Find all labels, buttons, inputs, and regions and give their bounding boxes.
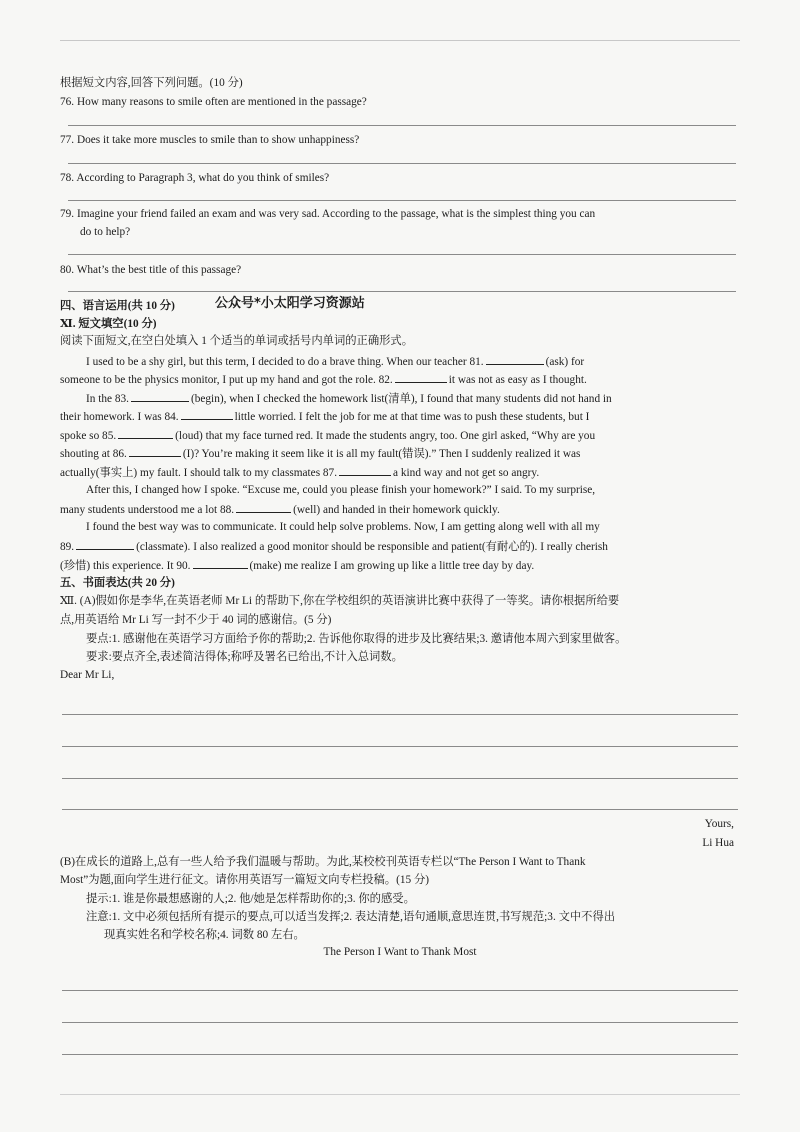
passage-line-12 bbox=[60, 557, 534, 573]
question-77: 77. Does it take more muscles to smile than to show unhappiness? bbox=[60, 134, 360, 146]
answer-line-80[interactable] bbox=[68, 291, 736, 292]
task-a-line-1: Ⅻ. (A)假如你是李华,在英语老师 Mr Li 的帮助下,你在学校组织的英语演讲比赛中获得了一等奖。请你根据所给要 bbox=[60, 595, 620, 607]
letter-greeting: Dear Mr Li, bbox=[60, 669, 115, 681]
passage-text: shouting at 86. bbox=[60, 448, 127, 460]
section-xi-instruction: 阅读下面短文,在空白处填入 1 个适当的单词或括号内单词的正确形式。 bbox=[60, 335, 414, 347]
passage-text: (珍惜) this experience. It 90. bbox=[60, 560, 191, 572]
passage-line-11 bbox=[60, 538, 608, 554]
blank-83[interactable] bbox=[131, 390, 189, 402]
blank-88[interactable] bbox=[236, 501, 291, 513]
passage-text: (loud) that my face turned red. It made the students angry, too. One girl asked, “Why are you bbox=[175, 430, 596, 442]
question-80: 80. What’s the best title of this passage? bbox=[60, 264, 242, 276]
passage-line-9 bbox=[60, 501, 500, 517]
blank-81[interactable] bbox=[486, 353, 544, 365]
blank-86[interactable] bbox=[129, 445, 181, 457]
passage-text: In the 83. bbox=[86, 393, 129, 405]
task-b-line-1: (B)在成长的道路上,总有一些人给予我们温暖与帮助。为此,某校校刊英语专栏以“The Person I Want to Thank bbox=[60, 856, 586, 868]
top-divider bbox=[60, 40, 740, 41]
watermark-text: 公众号*小太阳学习资源站 bbox=[215, 296, 365, 311]
passage-text: spoke so 85. bbox=[60, 430, 117, 442]
question-79: 79. Imagine your friend failed an exam and was very sad. According to the passage, what is the simplest thing you can bbox=[60, 208, 596, 220]
task-b-line-2: Most”为题,面向学生进行征文。请你用英语写一篇短文向专栏投稿。(15 分) bbox=[60, 874, 430, 886]
passage-text: little worried. I felt the job for me at that time was to push these students, but I bbox=[234, 411, 590, 423]
passage-line-5 bbox=[60, 427, 595, 443]
answer-line-76[interactable] bbox=[68, 125, 736, 126]
passage-line-6 bbox=[60, 445, 580, 461]
passage-line-8: After this, I changed how I spoke. “Excuse me, could you please finish your homework?” I said. To my surprise, bbox=[86, 484, 596, 496]
writing-line[interactable] bbox=[62, 746, 738, 747]
passage-line-3 bbox=[86, 390, 612, 406]
task-b-notes-2: 现真实姓名和学校名称;4. 词数 80 左右。 bbox=[104, 929, 305, 941]
passage-text: (classmate). I also realized a good monitor should be responsible and patient(有耐心的). I really cherish bbox=[136, 541, 608, 553]
section5-title: 五、书面表达(共 20 分) bbox=[60, 577, 175, 589]
part-intro: 根据短文内容,回答下列问题。(10 分) bbox=[60, 77, 243, 89]
passage-text: actually(事实上) my fault. I should talk to my classmates 87. bbox=[60, 467, 338, 479]
task-a-line-2: 点,用英语给 Mr Li 写一封不少于 40 词的感谢信。(5 分) bbox=[60, 614, 332, 626]
letter-signature: Li Hua bbox=[702, 837, 734, 849]
answer-line-77[interactable] bbox=[68, 163, 736, 164]
writing-line[interactable] bbox=[62, 714, 738, 715]
passage-text: (well) and handed in their homework quickly. bbox=[293, 504, 500, 516]
passage-line-7 bbox=[60, 464, 539, 480]
blank-87[interactable] bbox=[339, 464, 391, 476]
task-a-requirements: 要求:要点齐全,表述简洁得体;称呼及署名已给出,不计入总词数。 bbox=[86, 651, 403, 663]
passage-text: (begin), when I checked the homework list(清单), I found that many students did not hand in bbox=[190, 393, 612, 405]
question-76: 76. How many reasons to smile often are mentioned in the passage? bbox=[60, 96, 367, 108]
writing-line[interactable] bbox=[62, 990, 738, 991]
question-78: 78. According to Paragraph 3, what do you think of smiles? bbox=[60, 172, 330, 184]
passage-line-1 bbox=[86, 353, 584, 369]
passage-line-4 bbox=[60, 408, 589, 424]
blank-90[interactable] bbox=[193, 557, 248, 569]
passage-text: it was not as easy as I thought. bbox=[448, 374, 587, 386]
passage-text: (I)? You’re making it seem like it is all my fault(错误).” Then I suddenly realized it was bbox=[182, 448, 581, 460]
passage-text: a kind way and not get so angry. bbox=[393, 467, 540, 479]
passage-text: (ask) for bbox=[545, 356, 585, 368]
answer-line-78[interactable] bbox=[68, 200, 736, 201]
essay-title: The Person I Want to Thank Most bbox=[323, 946, 477, 958]
task-b-notes-1: 注意:1. 文中必须包括所有提示的要点,可以适当发挥;2. 表达清楚,语句通顺,意思连贯,书写规范;3. 文中不得出 bbox=[86, 911, 616, 923]
writing-line[interactable] bbox=[62, 809, 738, 810]
passage-text: their homework. I was 84. bbox=[60, 411, 179, 423]
passage-text: (make) me realize I am growing up like a little tree day by day. bbox=[249, 560, 535, 572]
passage-text: many students understood me a lot 88. bbox=[60, 504, 235, 516]
passage-text: 89. bbox=[60, 541, 75, 553]
passage-line-2 bbox=[60, 371, 587, 387]
writing-line[interactable] bbox=[62, 1022, 738, 1023]
blank-84[interactable] bbox=[181, 408, 233, 420]
bottom-divider bbox=[60, 1094, 740, 1095]
blank-82[interactable] bbox=[395, 371, 447, 383]
task-b-hints: 提示:1. 谁是你最想感谢的人;2. 他/她是怎样帮助你的;3. 你的感受。 bbox=[86, 893, 415, 905]
writing-line[interactable] bbox=[62, 1054, 738, 1055]
letter-closing: Yours, bbox=[704, 818, 734, 830]
passage-text: someone to be the physics monitor, I put up my hand and got the role. 82. bbox=[60, 374, 393, 386]
section-xi-title: Ⅺ. 短文填空(10 分) bbox=[60, 318, 157, 330]
blank-89[interactable] bbox=[76, 538, 134, 550]
writing-line[interactable] bbox=[62, 778, 738, 779]
task-a-points: 要点:1. 感谢他在英语学习方面给予你的帮助;2. 告诉他你取得的进步及比赛结果;3. 邀请他本周六到家里做客。 bbox=[86, 633, 627, 645]
answer-line-79[interactable] bbox=[68, 254, 736, 255]
passage-line-10: I found the best way was to communicate. It could help solve problems. Now, I am getting along well with all my bbox=[86, 521, 600, 533]
blank-85[interactable] bbox=[118, 427, 173, 439]
passage-text: I used to be a shy girl, but this term, I decided to do a brave thing. When our teacher 81. bbox=[86, 356, 484, 368]
question-79-cont: do to help? bbox=[80, 226, 131, 238]
section4-title: 四、语言运用(共 10 分) bbox=[60, 300, 175, 312]
